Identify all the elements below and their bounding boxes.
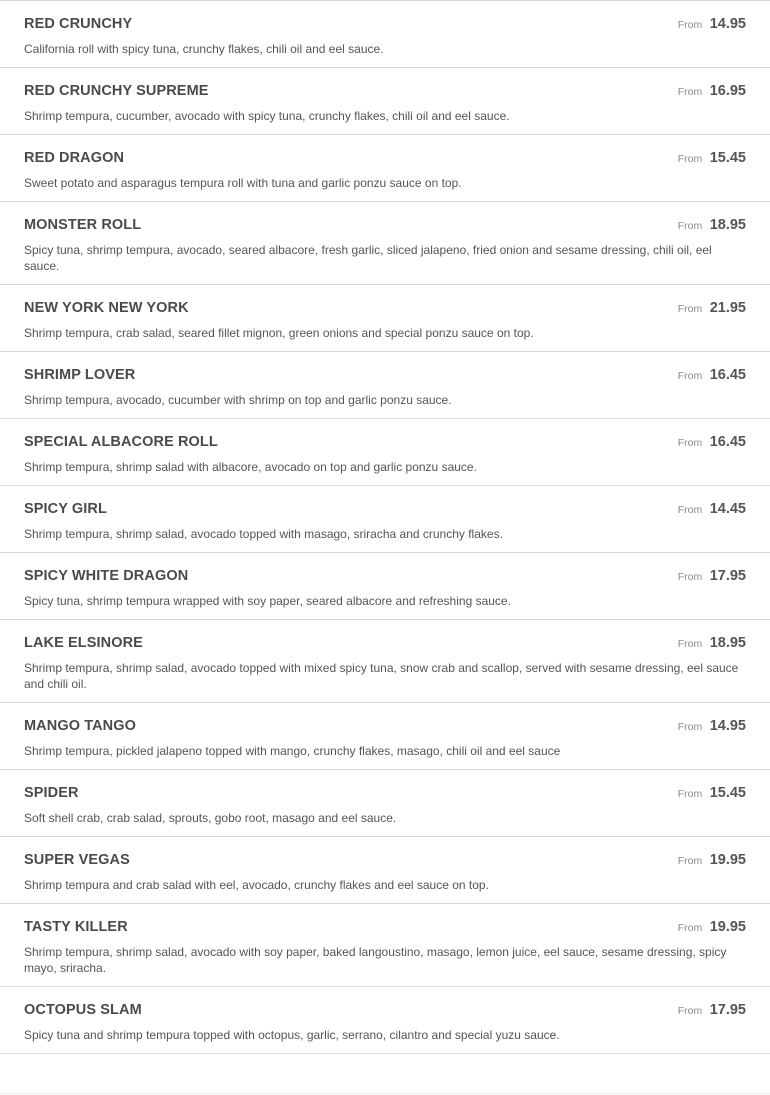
menu-item-price-group (678, 634, 746, 653)
menu-item-price: 19.95 (709, 852, 746, 868)
menu-item[interactable] (0, 620, 770, 703)
menu-item-header (24, 82, 746, 100)
menu-item-price-group (678, 500, 746, 519)
menu-item-name: SPECIAL ALBACORE ROLL (24, 434, 218, 450)
price-prefix: From (677, 19, 703, 31)
menu-item-price: 14.95 (709, 718, 746, 734)
menu-item-header (24, 784, 746, 802)
price-prefix: From (677, 855, 703, 867)
menu-item-price: 18.95 (709, 635, 746, 651)
menu-item[interactable] (0, 68, 770, 135)
price-prefix: From (677, 437, 703, 449)
menu-item-name: RED CRUNCHY (24, 16, 133, 32)
menu-item-price-group (678, 366, 746, 385)
menu-item-name: SPIDER (24, 785, 79, 801)
menu-item-price-group (678, 784, 746, 803)
price-prefix: From (677, 504, 703, 516)
menu-item[interactable] (0, 285, 770, 352)
bottom-divider (0, 1093, 770, 1094)
menu-item-header (24, 851, 746, 869)
menu-item-price: 17.95 (709, 568, 746, 584)
menu-item-name: SUPER VEGAS (24, 852, 130, 868)
menu-item-price: 19.95 (709, 919, 746, 935)
menu-item[interactable] (0, 202, 770, 285)
price-prefix: From (677, 220, 703, 232)
price-prefix: From (677, 1005, 703, 1017)
menu-item-price: 15.45 (709, 150, 746, 166)
menu-item-price-group (678, 216, 746, 235)
menu-item-price-group (678, 851, 746, 870)
price-prefix: From (677, 303, 703, 315)
menu-item-price-group (678, 1001, 746, 1020)
menu-item-header (24, 216, 746, 234)
menu-item[interactable] (0, 135, 770, 202)
menu-item-name: SPICY GIRL (24, 501, 107, 517)
menu-item-description: Shrimp tempura, crab salad, seared fillet mignon, green onions and special ponzu sauce on top. (24, 326, 534, 340)
menu-item-price: 18.95 (709, 217, 746, 233)
menu-item-description: California roll with spicy tuna, crunchy flakes, chili oil and eel sauce. (24, 42, 384, 56)
menu-item[interactable] (0, 1, 770, 68)
menu-item-header (24, 918, 746, 936)
menu-item-price-group (678, 15, 746, 34)
menu-item-description: Shrimp tempura, shrimp salad, avocado topped with mixed spicy tuna, snow crab and scallop, served with sesame dressing, eel sauce and chili oil. (24, 661, 739, 691)
menu-item-description: Shrimp tempura, cucumber, avocado with spicy tuna, crunchy flakes, chili oil and eel sauce. (24, 109, 510, 123)
menu-item-name: TASTY KILLER (24, 919, 128, 935)
menu-item-price-group (678, 717, 746, 736)
menu-item-price: 14.95 (709, 16, 746, 32)
menu-item[interactable] (0, 837, 770, 904)
menu-item-description: Spicy tuna and shrimp tempura topped with octopus, garlic, serrano, cilantro and special yuzu sauce. (24, 1028, 560, 1042)
menu-item-header (24, 366, 746, 384)
menu-item-price-group (678, 433, 746, 452)
menu-item[interactable] (0, 486, 770, 553)
menu-item-header (24, 15, 746, 33)
menu-item-price: 17.95 (709, 1002, 746, 1018)
menu-item-name: NEW YORK NEW YORK (24, 300, 189, 316)
menu-item-header (24, 433, 746, 451)
menu-item-description: Spicy tuna, shrimp tempura, avocado, seared albacore, fresh garlic, sliced jalapeno, fried onion and sesame dressing, chili oil, eel sauce. (24, 243, 712, 273)
menu-item-price: 16.45 (709, 434, 746, 450)
price-prefix: From (677, 638, 703, 650)
menu-item-name: MANGO TANGO (24, 718, 136, 734)
menu-item-price: 15.45 (709, 785, 746, 801)
menu-item-header (24, 1001, 746, 1019)
menu-item-name: MONSTER ROLL (24, 217, 142, 233)
menu-item-description: Soft shell crab, crab salad, sprouts, gobo root, masago and eel sauce. (24, 811, 397, 825)
menu-item[interactable] (0, 904, 770, 987)
price-prefix: From (677, 86, 703, 98)
price-prefix: From (677, 153, 703, 165)
menu-item-description: Shrimp tempura, avocado, cucumber with shrimp on top and garlic ponzu sauce. (24, 393, 452, 407)
menu-item-header (24, 149, 746, 167)
menu-item-header (24, 717, 746, 735)
menu-item-price-group (678, 82, 746, 101)
menu-item-name: RED DRAGON (24, 150, 125, 166)
menu-item-header (24, 634, 746, 652)
menu-item[interactable] (0, 553, 770, 620)
menu-item-header (24, 299, 746, 317)
menu-item-price: 21.95 (709, 300, 746, 316)
menu-item-description: Shrimp tempura and crab salad with eel, avocado, crunchy flakes and eel sauce on top. (24, 878, 489, 892)
menu-item-header (24, 567, 746, 585)
menu-item-price-group (678, 149, 746, 168)
price-prefix: From (677, 922, 703, 934)
menu-item-name: SHRIMP LOVER (24, 367, 136, 383)
menu-item[interactable] (0, 987, 770, 1054)
menu-item[interactable] (0, 352, 770, 419)
menu-item-name: LAKE ELSINORE (24, 635, 143, 651)
menu-item-name: RED CRUNCHY SUPREME (24, 83, 209, 99)
menu-item-description: Shrimp tempura, shrimp salad, avocado with soy paper, baked langoustino, masago, lemon juice, eel sauce, sesame dressing, spicy mayo, sriracha. (24, 945, 727, 975)
menu-item-price: 16.45 (709, 367, 746, 383)
menu-item-price-group (678, 918, 746, 937)
menu-item[interactable] (0, 770, 770, 837)
menu-item-price: 14.45 (709, 501, 746, 517)
menu-item[interactable] (0, 703, 770, 770)
menu-item-name: SPICY WHITE DRAGON (24, 568, 189, 584)
menu-item-description: Sweet potato and asparagus tempura roll with tuna and garlic ponzu sauce on top. (24, 176, 462, 190)
menu-item-description: Shrimp tempura, shrimp salad with albacore, avocado on top and garlic ponzu sauce. (24, 460, 477, 474)
menu-item-price: 16.95 (709, 83, 746, 99)
menu-item-header (24, 500, 746, 518)
menu-item-price-group (678, 567, 746, 586)
menu-item-name: OCTOPUS SLAM (24, 1002, 142, 1018)
menu-item[interactable] (0, 419, 770, 486)
price-prefix: From (677, 571, 703, 583)
menu-item-price-group (678, 299, 746, 318)
price-prefix: From (677, 370, 703, 382)
price-prefix: From (677, 788, 703, 800)
price-prefix: From (677, 721, 703, 733)
menu-item-description: Shrimp tempura, pickled jalapeno topped with mango, crunchy flakes, masago, chili oil and eel sauce (24, 744, 561, 758)
menu-item-description: Shrimp tempura, shrimp salad, avocado topped with masago, sriracha and crunchy flakes. (24, 527, 503, 541)
menu-item-description: Spicy tuna, shrimp tempura wrapped with soy paper, seared albacore and refreshing sauce. (24, 594, 511, 608)
